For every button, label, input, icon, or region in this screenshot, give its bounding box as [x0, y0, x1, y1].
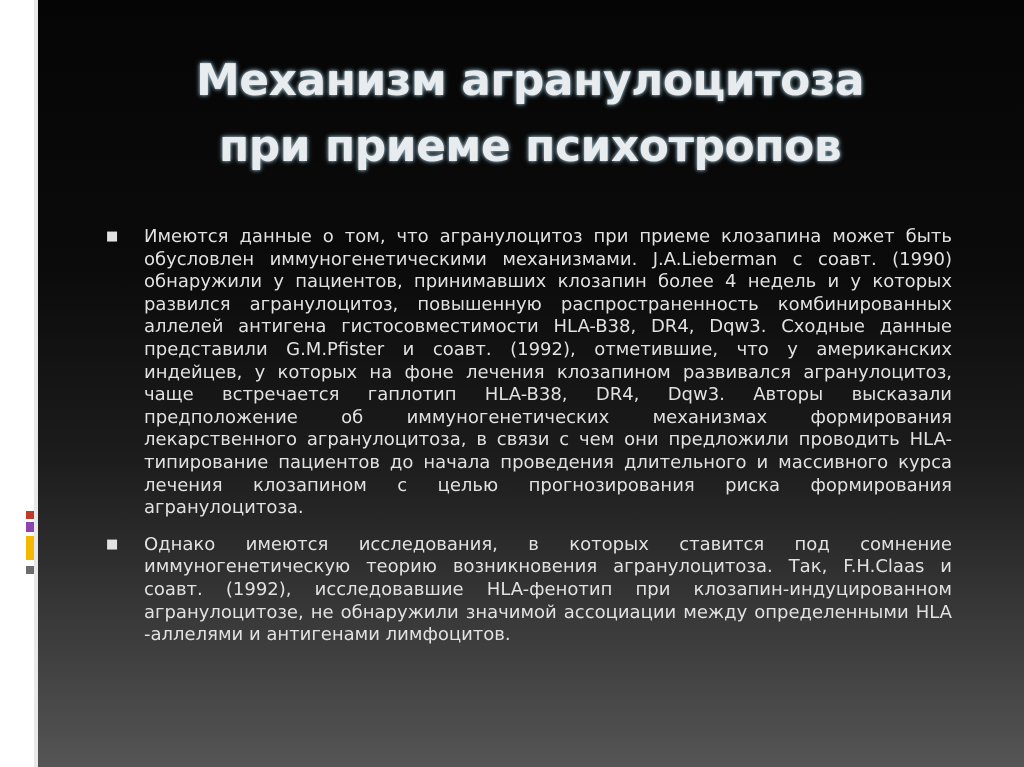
left-margin-strip: [0, 0, 38, 767]
bullet-text: Однако имеются исследования, в которых ставится под сомнение иммуногенетическую теорию возникновения агранулоцитоза. Так, F.H.Claas и соавт. (1992), исследовавшие HLA-фенотип при клозапин-индуцированном агранулоцитозе, не обнаружили значимой ассоциации между определенными HLA -аллелями и антигенами лимфоцитов.: [144, 533, 952, 646]
list-item: [98, 226, 952, 520]
bullet-list: [98, 226, 952, 661]
title-line-2: при приеме психотропов: [218, 121, 842, 172]
title-line-1: Механизм агранулоцитоза: [195, 55, 865, 106]
accent-yellow-bar: [26, 536, 34, 560]
square-bullet-icon: ■: [106, 229, 119, 244]
accent-gray-bar: [26, 566, 34, 574]
list-item: [98, 534, 952, 647]
accent-purple-bar: [26, 522, 34, 532]
square-bullet-icon: ■: [106, 536, 119, 552]
bullet-text: Имеются данные о том, что агранулоцитоз при приеме клозапина может быть обусловлен иммуногенетическими механизмами. J.A.Lieberman с соавт. (1990) обнаружили у пациентов, принимавших клозапин более 4 недель и у которых развился агранулоцитоз, повышенную распространенность комбинированных аллелей антигена гистосовместимости HLA-B38, DR4, Dqw3. Сходные данные представили G.M.Pfister и соавт. (1992), отметившие, что у американских индейцев, у которых на фоне лечения клозапином развивался агранулоцитоз, чаще встречается гаплотип HLA-B38, DR4, Dqw3. Авторы высказали предположение об иммуногенетических механизмах формирования лекарственного агранулоцитоза, в связи с чем они предложили проводить HLA-типирование пациентов до начала проведения длительного и массивного курса лечения клозапином с целью прогнозирования риска формирования агранулоцитоза.: [144, 226, 952, 519]
slide-title: [100, 48, 960, 180]
accent-red-bar: [26, 511, 34, 519]
